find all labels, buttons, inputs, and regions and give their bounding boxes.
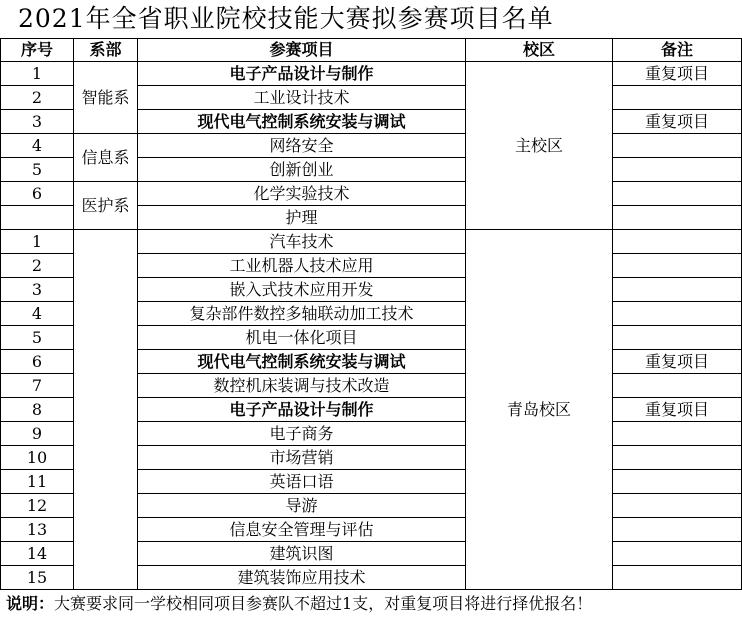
project-table	[0, 38, 742, 590]
project-item: 汽车技术	[138, 230, 466, 254]
footnote	[0, 591, 742, 617]
note-cell: 重复项目	[613, 62, 742, 86]
sheet-title: 2021年全省职业院校技能大赛拟参赛项目名单	[18, 4, 554, 33]
row-number: 15	[1, 566, 74, 590]
note-cell	[613, 446, 742, 470]
row-number: 6	[1, 182, 74, 206]
dept-cell: 信息系	[74, 134, 138, 182]
dept-cell: 智能系	[74, 62, 138, 134]
campus-cell: 青岛校区	[466, 230, 613, 590]
note-cell: 重复项目	[613, 398, 742, 422]
project-item: 机电一体化项目	[138, 326, 466, 350]
project-item: 化学实验技术	[138, 182, 466, 206]
dept-cell: 医护系	[74, 182, 138, 230]
row-number: 11	[1, 470, 74, 494]
note-cell	[613, 134, 742, 158]
footnote-label: 说明：	[6, 594, 55, 613]
row-number: 5	[1, 326, 74, 350]
header-dept: 系部	[74, 39, 138, 62]
row-number: 7	[1, 374, 74, 398]
row-number: 6	[1, 350, 74, 374]
project-item: 现代电气控制系统安装与调试	[138, 110, 466, 134]
note-cell: 重复项目	[613, 350, 742, 374]
project-item: 导游	[138, 494, 466, 518]
header-no: 序号	[1, 39, 74, 62]
row-number: 12	[1, 494, 74, 518]
row-number: 1	[1, 230, 74, 254]
row-number: 2	[1, 86, 74, 110]
note-cell	[613, 278, 742, 302]
note-cell	[613, 470, 742, 494]
row-number: 10	[1, 446, 74, 470]
note-cell	[613, 494, 742, 518]
project-item: 现代电气控制系统安装与调试	[138, 350, 466, 374]
note-cell	[613, 374, 742, 398]
header-note: 备注	[613, 39, 742, 62]
note-cell	[613, 86, 742, 110]
project-item: 市场营销	[138, 446, 466, 470]
header-campus: 校区	[466, 39, 613, 62]
dept-cell	[74, 230, 138, 590]
project-item: 电子产品设计与制作	[138, 62, 466, 86]
note-cell	[613, 566, 742, 590]
table-row	[1, 62, 742, 86]
project-item: 建筑装饰应用技术	[138, 566, 466, 590]
row-number: 4	[1, 134, 74, 158]
note-cell	[613, 326, 742, 350]
row-number: 4	[1, 302, 74, 326]
row-number: 9	[1, 422, 74, 446]
table-row	[1, 134, 742, 158]
row-number	[1, 206, 74, 230]
table-row	[1, 182, 742, 206]
note-cell	[613, 542, 742, 566]
note-cell	[613, 422, 742, 446]
note-cell	[613, 158, 742, 182]
note-cell	[613, 230, 742, 254]
project-item: 建筑识图	[138, 542, 466, 566]
note-cell	[613, 302, 742, 326]
table-row	[1, 230, 742, 254]
row-number: 14	[1, 542, 74, 566]
project-item: 工业机器人技术应用	[138, 254, 466, 278]
footnote-text: 大赛要求同一学校相同项目参赛队不超过1支，对重复项目将进行择优报名！	[54, 594, 593, 613]
project-item: 嵌入式技术应用开发	[138, 278, 466, 302]
project-item: 工业设计技术	[138, 86, 466, 110]
header-row	[1, 39, 742, 62]
note-cell: 重复项目	[613, 110, 742, 134]
project-item: 电子商务	[138, 422, 466, 446]
project-item: 网络安全	[138, 134, 466, 158]
note-cell	[613, 206, 742, 230]
campus-cell: 主校区	[466, 62, 613, 230]
note-cell	[613, 182, 742, 206]
row-number: 2	[1, 254, 74, 278]
note-cell	[613, 518, 742, 542]
row-number: 13	[1, 518, 74, 542]
project-item: 创新创业	[138, 158, 466, 182]
note-cell	[613, 254, 742, 278]
row-number: 3	[1, 110, 74, 134]
project-item: 数控机床装调与技术改造	[138, 374, 466, 398]
row-number: 1	[1, 62, 74, 86]
row-number: 5	[1, 158, 74, 182]
project-item: 英语口语	[138, 470, 466, 494]
project-item: 信息安全管理与评估	[138, 518, 466, 542]
project-item: 电子产品设计与制作	[138, 398, 466, 422]
row-number: 3	[1, 278, 74, 302]
row-number: 8	[1, 398, 74, 422]
header-item: 参赛项目	[138, 39, 466, 62]
project-item: 护理	[138, 206, 466, 230]
project-item: 复杂部件数控多轴联动加工技术	[138, 302, 466, 326]
